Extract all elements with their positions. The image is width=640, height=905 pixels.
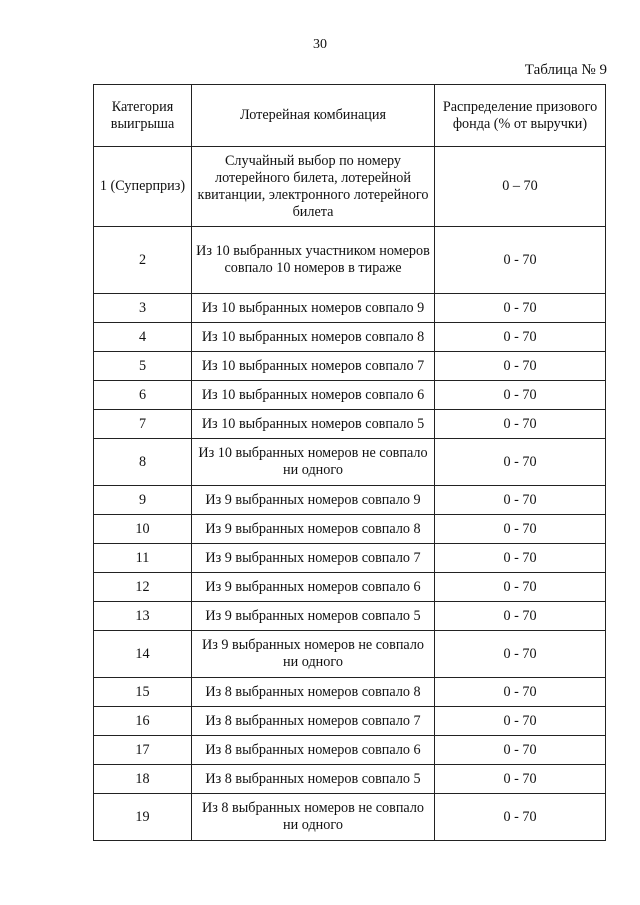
table-row <box>94 765 606 794</box>
share-cell: 0 - 70 <box>435 294 606 323</box>
table-row <box>94 678 606 707</box>
share-cell: 0 - 70 <box>435 352 606 381</box>
category-cell: 14 <box>94 631 192 678</box>
table-row <box>94 227 606 294</box>
share-cell: 0 - 70 <box>435 573 606 602</box>
share-cell: 0 - 70 <box>435 544 606 573</box>
combination-cell: Из 10 выбранных участником номеров совпало 10 номеров в тираже <box>192 227 435 294</box>
table-row <box>94 631 606 678</box>
category-cell: 6 <box>94 381 192 410</box>
table-row <box>94 707 606 736</box>
combination-cell: Из 9 выбранных номеров совпало 6 <box>192 573 435 602</box>
category-cell: 5 <box>94 352 192 381</box>
share-cell: 0 - 70 <box>435 486 606 515</box>
table-row <box>94 486 606 515</box>
share-cell: 0 - 70 <box>435 381 606 410</box>
share-cell: 0 - 70 <box>435 631 606 678</box>
table-row <box>94 294 606 323</box>
combination-cell: Из 9 выбранных номеров не совпало ни одного <box>192 631 435 678</box>
category-cell: 13 <box>94 602 192 631</box>
share-cell: 0 - 70 <box>435 410 606 439</box>
table-header-row <box>94 85 606 147</box>
header-distribution: Распределение призового фонда (% от выручки) <box>435 85 606 147</box>
table-row <box>94 147 606 227</box>
share-cell: 0 - 70 <box>435 736 606 765</box>
category-cell: 15 <box>94 678 192 707</box>
combination-cell: Из 10 выбранных номеров совпало 5 <box>192 410 435 439</box>
table-row <box>94 381 606 410</box>
share-cell: 0 - 70 <box>435 794 606 841</box>
category-cell: 1 (Суперприз) <box>94 147 192 227</box>
table-row <box>94 515 606 544</box>
combination-cell: Из 9 выбранных номеров совпало 9 <box>192 486 435 515</box>
share-cell: 0 - 70 <box>435 515 606 544</box>
category-cell: 11 <box>94 544 192 573</box>
category-cell: 10 <box>94 515 192 544</box>
category-cell: 19 <box>94 794 192 841</box>
table-row <box>94 323 606 352</box>
table-row <box>94 410 606 439</box>
table-row <box>94 573 606 602</box>
combination-cell: Из 8 выбранных номеров совпало 5 <box>192 765 435 794</box>
category-cell: 18 <box>94 765 192 794</box>
header-combination: Лотерейная комбинация <box>192 85 435 147</box>
table-row <box>94 544 606 573</box>
table-label: Таблица № 9 <box>524 62 607 78</box>
combination-cell: Из 8 выбранных номеров совпало 8 <box>192 678 435 707</box>
combination-cell: Из 9 выбранных номеров совпало 7 <box>192 544 435 573</box>
category-cell: 8 <box>94 439 192 486</box>
table-row <box>94 439 606 486</box>
combination-cell: Из 10 выбранных номеров совпало 9 <box>192 294 435 323</box>
table-row <box>94 602 606 631</box>
combination-cell: Случайный выбор по номеру лотерейного билета, лотерейной квитанции, электронного лотерейного билета <box>192 147 435 227</box>
category-cell: 3 <box>94 294 192 323</box>
combination-cell: Из 10 выбранных номеров совпало 6 <box>192 381 435 410</box>
table-row <box>94 352 606 381</box>
share-cell: 0 – 70 <box>435 147 606 227</box>
header-category: Категория выигрыша <box>94 85 192 147</box>
category-cell: 17 <box>94 736 192 765</box>
category-cell: 4 <box>94 323 192 352</box>
share-cell: 0 - 70 <box>435 602 606 631</box>
share-cell: 0 - 70 <box>435 439 606 486</box>
share-cell: 0 - 70 <box>435 678 606 707</box>
combination-cell: Из 10 выбранных номеров не совпало ни одного <box>192 439 435 486</box>
combination-cell: Из 10 выбранных номеров совпало 8 <box>192 323 435 352</box>
table-row <box>94 794 606 841</box>
share-cell: 0 - 70 <box>435 227 606 294</box>
combination-cell: Из 8 выбранных номеров совпало 7 <box>192 707 435 736</box>
combination-cell: Из 10 выбранных номеров совпало 7 <box>192 352 435 381</box>
prize-distribution-table <box>93 84 606 841</box>
category-cell: 12 <box>94 573 192 602</box>
combination-cell: Из 8 выбранных номеров не совпало ни одного <box>192 794 435 841</box>
share-cell: 0 - 70 <box>435 707 606 736</box>
combination-cell: Из 8 выбранных номеров совпало 6 <box>192 736 435 765</box>
category-cell: 9 <box>94 486 192 515</box>
page-number: 30 <box>313 37 327 52</box>
table-row <box>94 736 606 765</box>
combination-cell: Из 9 выбранных номеров совпало 8 <box>192 515 435 544</box>
category-cell: 7 <box>94 410 192 439</box>
combination-cell: Из 9 выбранных номеров совпало 5 <box>192 602 435 631</box>
share-cell: 0 - 70 <box>435 323 606 352</box>
share-cell: 0 - 70 <box>435 765 606 794</box>
category-cell: 2 <box>94 227 192 294</box>
category-cell: 16 <box>94 707 192 736</box>
